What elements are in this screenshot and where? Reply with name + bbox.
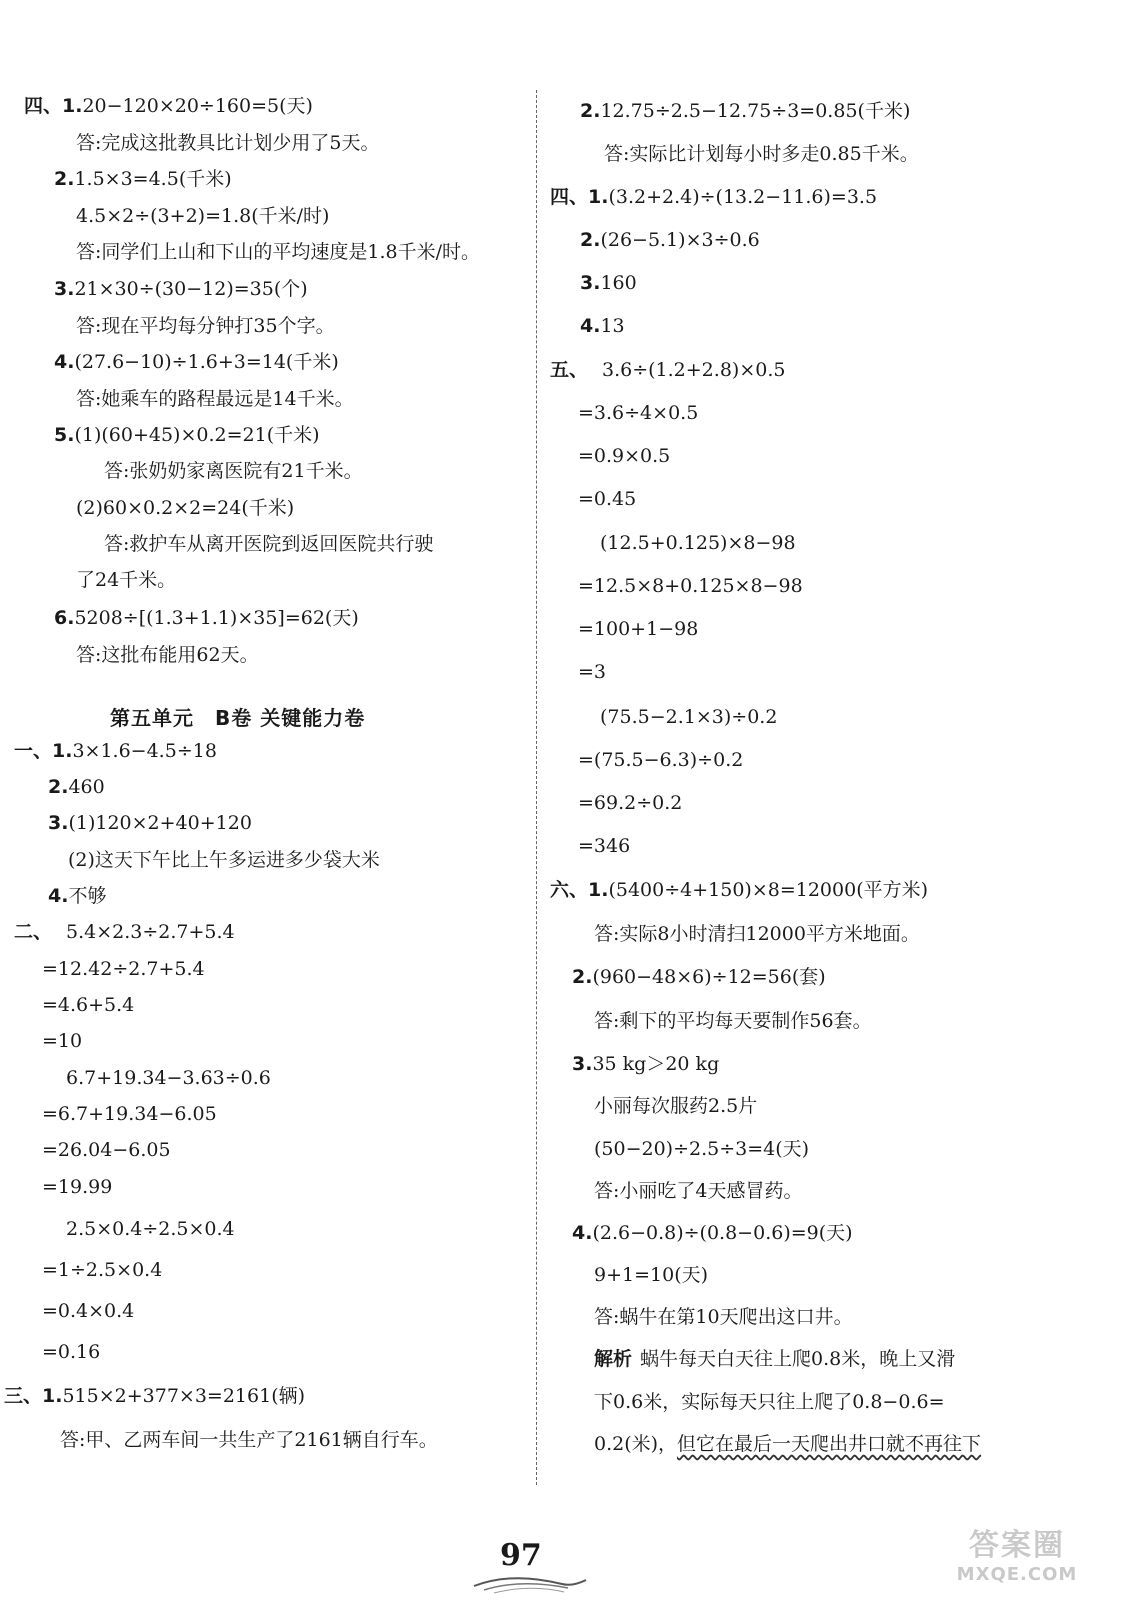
sec2-line: =4.6+5.4 xyxy=(42,994,135,1016)
sec1-q3: 3.(1)120×2+40+120 xyxy=(48,812,252,834)
wave-ornament-icon xyxy=(470,1572,590,1594)
sec4-q5: 5.(1)(60+45)×0.2=21(千米) xyxy=(54,424,320,446)
watermark-logo: 答案圈 xyxy=(969,1528,1065,1563)
sec2-line: 2.5×0.4÷2.5×0.4 xyxy=(66,1218,235,1240)
sec5-line: =3 xyxy=(578,661,607,683)
sec1-q1: 一、1.3×1.6−4.5÷18 xyxy=(14,740,217,762)
sec1-q3-line2: (2)这天下午比上午多运进多少袋大米 xyxy=(68,849,380,871)
sec3-q1-answer: 答:甲、乙两车间一共生产了2161辆自行车。 xyxy=(60,1429,438,1451)
sec2-line: =12.42÷2.7+5.4 xyxy=(42,958,205,980)
sec6-q3-answer: 答:小丽吃了4天感冒药。 xyxy=(594,1180,803,1202)
sec4-q4: 4.(27.6−10)÷1.6+3=14(千米) xyxy=(54,351,339,373)
sec6-q3-line3: (50−20)÷2.5÷3=4(天) xyxy=(594,1138,810,1160)
sec2-line: =10 xyxy=(42,1030,83,1052)
sec4-q3: 3.21×30÷(30−12)=35(个) xyxy=(54,278,308,300)
r-sec4-q3: 3.160 xyxy=(580,272,637,294)
unit-title: 第五单元 B卷 关键能力卷 xyxy=(110,706,366,730)
sec5-line: (12.5+0.125)×8−98 xyxy=(600,532,796,554)
sec6-q1-answer: 答:实际8小时清扫12000平方米地面。 xyxy=(594,923,920,945)
sec1-q2: 2.460 xyxy=(48,776,105,798)
sec2-line: 6.7+19.34−3.63÷0.6 xyxy=(66,1067,271,1089)
sec2-line: =6.7+19.34−6.05 xyxy=(42,1103,217,1125)
analysis-line2: 下0.6米，实际每天只往上爬了0.8−0.6= xyxy=(594,1391,945,1413)
r-sec4-q2: 2.(26−5.1)×3÷0.6 xyxy=(580,229,760,251)
sec5-line: =69.2÷0.2 xyxy=(578,792,683,814)
sec5-line: =0.45 xyxy=(578,488,637,510)
sec4-q5-answer2a: 答:救护车从离开医院到返回医院共行驶 xyxy=(104,533,434,555)
sec5-line: =346 xyxy=(578,835,631,857)
sec6-q4-answer: 答:蜗牛在第10天爬出这口井。 xyxy=(594,1306,853,1328)
sec4-q3-answer: 答:现在平均每分钟打35个字。 xyxy=(76,315,335,337)
sec4-q2-line2: 4.5×2÷(3+2)=1.8(千米/时) xyxy=(76,205,330,227)
sec2-line: =0.4×0.4 xyxy=(42,1300,135,1322)
sec6-q2: 2.(960−48×6)÷12=56(套) xyxy=(572,966,826,988)
sec5-line: =(75.5−6.3)÷0.2 xyxy=(578,749,744,771)
right-q2: 2.12.75÷2.5−12.75÷3=0.85(千米) xyxy=(580,100,911,122)
sec2-line: =1÷2.5×0.4 xyxy=(42,1259,163,1281)
sec6-q1: 六、1.(5400÷4+150)×8=12000(平方米) xyxy=(550,879,929,901)
sec5-line: (75.5−2.1×3)÷0.2 xyxy=(600,706,778,728)
column-divider xyxy=(536,90,537,1485)
analysis-tag: 解析 xyxy=(594,1348,633,1370)
sec5-line: =12.5×8+0.125×8−98 xyxy=(578,575,803,597)
sec4-q6: 6.5208÷[(1.3+1.1)×35]=62(天) xyxy=(54,607,359,629)
sec4-q2-answer: 答:同学们上山和下山的平均速度是1.8千米/时。 xyxy=(76,241,481,263)
sec4-q5-answer1: 答:张奶奶家离医院有21千米。 xyxy=(104,460,363,482)
sec5-line: =100+1−98 xyxy=(578,618,699,640)
sec4-q5-answer2b: 了24千米。 xyxy=(76,569,177,591)
sec5-line: =0.9×0.5 xyxy=(578,445,671,467)
sec6-q3: 3.35 kg＞20 kg xyxy=(572,1053,720,1075)
r-sec4-q4: 4.13 xyxy=(580,315,625,337)
sec6-q2-answer: 答:剩下的平均每天要制作56套。 xyxy=(594,1010,872,1032)
sec5-line: 3.6÷(1.2+2.8)×0.5 xyxy=(602,359,786,381)
sec5-label: 五、 xyxy=(550,359,589,381)
sec4-q1-answer: 答:完成这批教具比计划少用了5天。 xyxy=(76,132,380,154)
sec4-q2: 2.1.5×3=4.5(千米) xyxy=(54,168,232,190)
sec2-line: =19.99 xyxy=(42,1176,113,1198)
sec2-line: 5.4×2.3÷2.7+5.4 xyxy=(66,921,235,943)
sec2-line: =0.16 xyxy=(42,1341,101,1363)
watermark-url: MXQE.COM xyxy=(956,1564,1078,1585)
sec2-label: 二、 xyxy=(14,921,53,943)
r-sec4-q1: 四、1.(3.2+2.4)÷(13.2−11.6)=3.5 xyxy=(550,186,878,208)
sec6-q4: 4.(2.6−0.8)÷(0.8−0.6)=9(天) xyxy=(572,1222,853,1244)
right-q2-answer: 答:实际比计划每小时多走0.85千米。 xyxy=(604,143,919,165)
sec1-q4: 4.不够 xyxy=(48,885,107,907)
sec4-q6-answer: 答:这批布能用62天。 xyxy=(76,644,259,666)
analysis-line1: 解析 蜗牛每天白天往上爬0.8米，晚上又滑 xyxy=(594,1348,956,1370)
sec4-q1: 四、1.20−120×20÷160=5(天) xyxy=(24,95,313,117)
sec6-q3-line2: 小丽每次服药2.5片 xyxy=(594,1095,758,1117)
watermark xyxy=(932,1528,1102,1592)
sec3-q1: 三、1.515×2+377×3=2161(辆) xyxy=(4,1385,306,1407)
sec4-q4-answer: 答:她乘车的路程最远是14千米。 xyxy=(76,388,354,410)
sec2-line: =26.04−6.05 xyxy=(42,1139,171,1161)
page-number: 97 xyxy=(500,1538,542,1573)
sec5-line: =3.6÷4×0.5 xyxy=(578,402,699,424)
sec6-q4-line2: 9+1=10(天) xyxy=(594,1264,709,1286)
analysis-line3: 0.2(米)，但它在最后一天爬出井口就不再往下 xyxy=(594,1433,982,1455)
sec4-q5-line2: (2)60×0.2×2=24(千米) xyxy=(76,497,295,519)
